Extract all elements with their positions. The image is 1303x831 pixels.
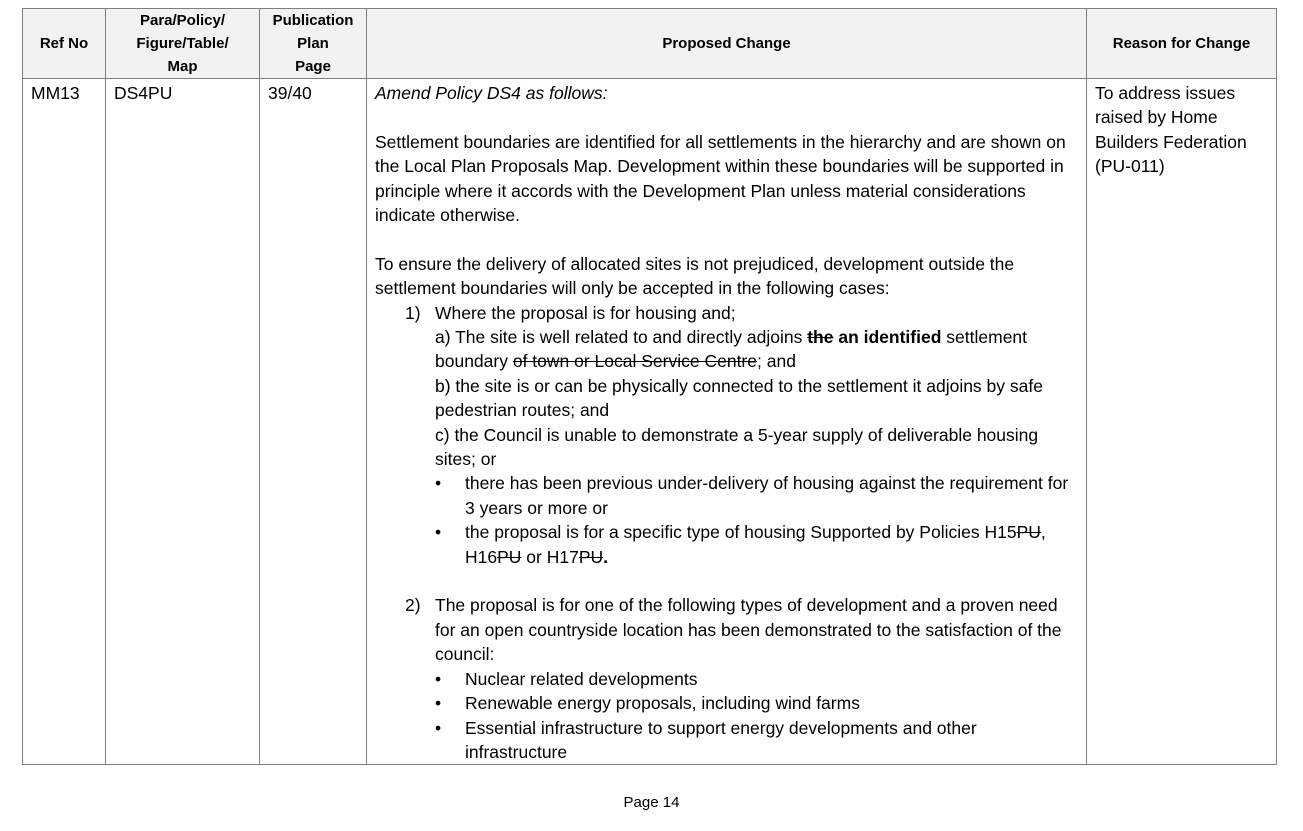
header-row (23, 9, 1277, 79)
deleted-text: PU (578, 546, 604, 567)
list-item: • Renewable energy proposals, including wind farms (435, 691, 1078, 715)
modifications-table (22, 8, 1277, 765)
header-para-policy: Para/Policy/ Figure/Table/ Map (106, 9, 260, 79)
list-item: • Essential infrastructure to support energy developments and other infrastructure (435, 716, 1078, 765)
header-reason: Reason for Change (1087, 9, 1277, 79)
list-item: • Nuclear related developments (435, 667, 1078, 691)
development-types-list (435, 667, 1078, 765)
criterion-c: c) the Council is unable to demonstrate a 5-year supply of deliverable housing sites; or (435, 424, 1039, 470)
case-number: 1) (405, 302, 421, 323)
header-ref-no: Ref No (23, 9, 106, 79)
case-lead: Where the proposal is for housing and; (435, 302, 736, 323)
deleted-text: PU (1016, 522, 1041, 543)
inserted-text: an identified (833, 327, 942, 348)
criterion-a: a) The site is well related to and directly adjoins the an identified settlement boundary of town or Local Service Centre; and (435, 327, 1028, 372)
cell-ref-no: MM13 (23, 79, 106, 765)
change-paragraph-1: Settlement boundaries are identified for all settlements in the hierarchy and are shown on the Local Plan Proposals Map. Development within these boundaries will be supported in principle where it accords with the Development Plan unless material considerations indicate otherwise. (375, 131, 1066, 226)
cell-proposed-change (367, 79, 1087, 765)
deleted-text: PU (497, 546, 522, 567)
case-number: 2) (405, 595, 421, 616)
cell-reason: To address issues raised by Home Builders Federation (PU-011) (1087, 79, 1277, 765)
list-item: • the proposal is for a specific type of housing Supported by Policies H15PU, H16PU or H17PU. (435, 520, 1078, 569)
change-intro: Amend Policy DS4 as follows: (375, 83, 608, 103)
cases-list (375, 301, 1078, 765)
case-item-2 (375, 593, 1078, 764)
deleted-text: the (807, 327, 834, 348)
header-publication-page: Publication Plan Page (260, 9, 367, 79)
table-row (23, 79, 1277, 765)
criterion-b: b) the site is or can be physically connected to the settlement it adjoins by safe pedestrian routes; and (435, 375, 1043, 421)
header-proposed-change: Proposed Change (367, 9, 1087, 79)
list-item: • there has been previous under-delivery of housing against the requirement for 3 years or more or (435, 471, 1078, 520)
case-item-1 (375, 301, 1078, 594)
case-lead: The proposal is for one of the following types of development and a proven need for an open countryside location has been demonstrated to the satisfaction of the council: (435, 595, 1062, 665)
criterion-c-bullets (435, 471, 1078, 569)
cell-para-policy: DS4PU (106, 79, 260, 765)
page-number: Page 14 (623, 794, 680, 811)
cell-page: 39/40 (260, 79, 367, 765)
change-paragraph-2: To ensure the delivery of allocated sites is not prejudiced, development outside the settlement boundaries will only be accepted in the following cases: (375, 253, 1015, 299)
deleted-text: of town or Local Service Centre (512, 351, 757, 372)
